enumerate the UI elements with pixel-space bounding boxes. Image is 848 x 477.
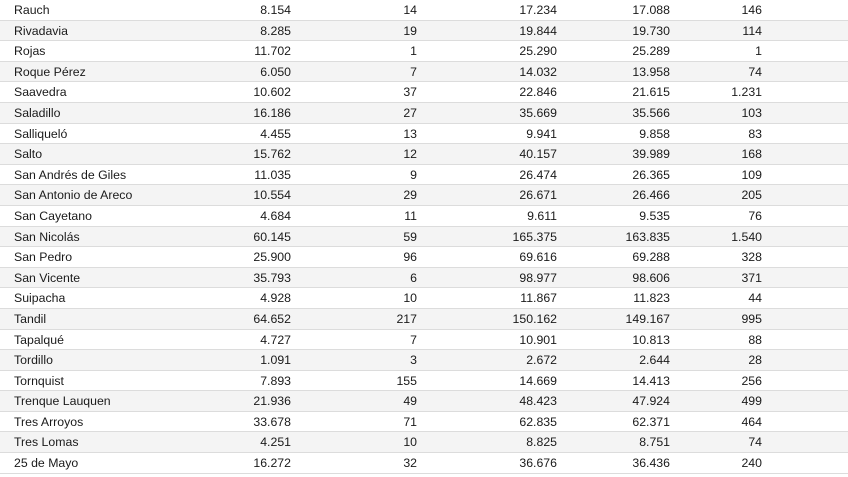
table-row — [0, 268, 848, 289]
value-cell: 22.846 — [519, 85, 557, 100]
value-cell: 10.901 — [519, 332, 557, 347]
municipality-name-cell: Tres Arroyos — [14, 414, 84, 429]
value-cell: 11.823 — [633, 291, 670, 306]
municipality-name-cell: San Vicente — [14, 270, 81, 285]
value-cell: 499 — [741, 394, 762, 409]
value-cell: 37 — [403, 85, 417, 100]
value-cell: 88 — [748, 332, 762, 347]
table-row — [0, 82, 848, 103]
table-row — [0, 0, 848, 21]
value-cell: 8.285 — [260, 23, 291, 38]
value-cell: 4.727 — [260, 332, 291, 347]
table-row — [0, 350, 848, 371]
value-cell: 7.893 — [260, 373, 291, 388]
table-row — [0, 391, 848, 412]
table-row — [0, 309, 848, 330]
value-cell: 33.678 — [253, 414, 291, 429]
value-cell: 13.958 — [632, 64, 670, 79]
table-row — [0, 288, 848, 309]
municipality-name-cell: Rivadavia — [14, 23, 68, 38]
municipality-name-cell: San Antonio de Areco — [14, 188, 133, 203]
value-cell: 205 — [741, 188, 762, 203]
municipality-name-cell: Salto — [14, 147, 43, 162]
value-cell: 165.375 — [512, 229, 557, 244]
value-cell: 26.365 — [632, 167, 670, 182]
value-cell: 49 — [403, 394, 417, 409]
value-cell: 11.035 — [254, 167, 291, 182]
municipality-name-cell: Tordillo — [14, 353, 53, 368]
value-cell: 149.167 — [625, 311, 670, 326]
value-cell: 12 — [403, 147, 417, 162]
value-cell: 9.858 — [639, 126, 670, 141]
value-cell: 59 — [403, 229, 417, 244]
municipality-name-cell: Saavedra — [14, 85, 67, 100]
value-cell: 32 — [403, 456, 417, 471]
value-cell: 21.936 — [253, 394, 291, 409]
value-cell: 10.813 — [632, 332, 670, 347]
table-row — [0, 206, 848, 227]
value-cell: 19 — [403, 23, 417, 38]
value-cell: 155 — [396, 373, 417, 388]
value-cell: 1.091 — [260, 353, 291, 368]
value-cell: 109 — [741, 167, 762, 182]
municipality-name-cell: 25 de Mayo — [14, 456, 79, 471]
value-cell: 3 — [410, 353, 417, 368]
value-cell: 17.234 — [519, 3, 557, 17]
value-cell: 62.371 — [632, 414, 670, 429]
value-cell: 4.928 — [260, 291, 291, 306]
value-cell: 103 — [741, 105, 762, 120]
value-cell: 168 — [741, 147, 762, 162]
municipality-name-cell: San Cayetano — [14, 208, 92, 223]
table-row — [0, 185, 848, 206]
value-cell: 69.288 — [632, 250, 670, 265]
value-cell: 9.941 — [526, 126, 557, 141]
value-cell: 4.251 — [260, 435, 291, 450]
table-row — [0, 124, 848, 145]
value-cell: 26.466 — [632, 188, 670, 203]
value-cell: 14 — [403, 3, 417, 17]
value-cell: 16.272 — [253, 456, 291, 471]
value-cell: 217 — [396, 311, 417, 326]
value-cell: 44 — [748, 291, 762, 306]
value-cell: 7 — [410, 332, 417, 347]
value-cell: 35.566 — [632, 105, 670, 120]
value-cell: 10 — [403, 435, 417, 450]
value-cell: 150.162 — [512, 311, 557, 326]
municipality-name-cell: Suipacha — [14, 291, 66, 306]
municipality-name-cell: San Pedro — [14, 250, 73, 265]
municipality-name-cell: Rauch — [14, 3, 50, 17]
value-cell: 464 — [741, 414, 762, 429]
value-cell: 29 — [403, 188, 417, 203]
municipality-name-cell: Rojas — [14, 44, 46, 59]
value-cell: 69.616 — [519, 250, 557, 265]
value-cell: 64.652 — [253, 311, 291, 326]
municipality-name-cell: Roque Pérez — [14, 64, 86, 79]
table-row — [0, 247, 848, 268]
table-row — [0, 453, 848, 474]
value-cell: 6 — [410, 270, 417, 285]
value-cell: 98.606 — [632, 270, 670, 285]
value-cell: 25.290 — [519, 44, 557, 59]
table-row — [0, 330, 848, 351]
table-row — [0, 103, 848, 124]
value-cell: 19.844 — [519, 23, 557, 38]
value-cell: 98.977 — [519, 270, 557, 285]
table-row — [0, 371, 848, 392]
value-cell: 371 — [741, 270, 762, 285]
value-cell: 27 — [403, 105, 417, 120]
value-cell: 10 — [403, 291, 417, 306]
value-cell: 96 — [403, 250, 417, 265]
value-cell: 17.088 — [632, 3, 670, 17]
table-row — [0, 144, 848, 165]
value-cell: 35.793 — [253, 270, 291, 285]
value-cell: 83 — [748, 126, 762, 141]
value-cell: 39.989 — [632, 147, 670, 162]
value-cell: 11.867 — [520, 291, 557, 306]
table-row — [0, 41, 848, 62]
value-cell: 15.762 — [253, 147, 291, 162]
value-cell: 995 — [741, 311, 762, 326]
value-cell: 74 — [748, 435, 762, 450]
value-cell: 1.231 — [731, 85, 762, 100]
value-cell: 9.611 — [527, 208, 557, 223]
municipality-name-cell: Trenque Lauquen — [14, 394, 111, 409]
value-cell: 10.554 — [253, 188, 291, 203]
value-cell: 48.423 — [519, 394, 557, 409]
value-cell: 47.924 — [632, 394, 670, 409]
value-cell: 9.535 — [639, 208, 670, 223]
value-cell: 1 — [755, 44, 762, 59]
value-cell: 36.436 — [632, 456, 670, 471]
municipality-name-cell: San Andrés de Giles — [14, 167, 127, 182]
value-cell: 9 — [410, 167, 417, 182]
value-cell: 35.669 — [519, 105, 557, 120]
table-row — [0, 62, 848, 83]
value-cell: 328 — [741, 250, 762, 265]
value-cell: 256 — [741, 373, 762, 388]
value-cell: 4.684 — [260, 208, 291, 223]
value-cell: 60.145 — [253, 229, 291, 244]
value-cell: 8.154 — [260, 3, 291, 17]
table-row — [0, 21, 848, 42]
value-cell: 26.474 — [519, 167, 557, 182]
value-cell: 240 — [741, 456, 762, 471]
municipality-name-cell: Saladillo — [14, 105, 61, 120]
value-cell: 25.289 — [632, 44, 670, 59]
value-cell: 2.644 — [639, 353, 670, 368]
value-cell: 1.540 — [731, 229, 762, 244]
value-cell: 21.615 — [632, 85, 670, 100]
value-cell: 6.050 — [260, 64, 291, 79]
value-cell: 7 — [410, 64, 417, 79]
municipality-name-cell: Tapalqué — [14, 332, 64, 347]
value-cell: 28 — [748, 353, 762, 368]
value-cell: 76 — [748, 208, 762, 223]
value-cell: 10.602 — [253, 85, 291, 100]
value-cell: 25.900 — [253, 250, 291, 265]
value-cell: 62.835 — [519, 414, 557, 429]
value-cell: 11.702 — [254, 44, 291, 59]
value-cell: 71 — [403, 414, 417, 429]
value-cell: 26.671 — [519, 188, 557, 203]
value-cell: 2.672 — [526, 353, 557, 368]
value-cell: 14.413 — [632, 373, 670, 388]
municipality-name-cell: San Nicolás — [14, 229, 80, 244]
value-cell: 36.676 — [519, 456, 557, 471]
value-cell: 13 — [403, 126, 417, 141]
value-cell: 8.751 — [639, 435, 670, 450]
value-cell: 16.186 — [253, 105, 291, 120]
value-cell: 14.032 — [519, 64, 557, 79]
municipality-name-cell: Salliqueló — [14, 126, 68, 141]
value-cell: 8.825 — [526, 435, 557, 450]
value-cell: 114 — [742, 23, 762, 38]
value-cell: 19.730 — [632, 23, 670, 38]
municipality-name-cell: Tornquist — [14, 373, 64, 388]
value-cell: 14.669 — [519, 373, 557, 388]
table-row — [0, 432, 848, 453]
value-cell: 163.835 — [625, 229, 670, 244]
value-cell: 1 — [410, 44, 417, 59]
value-cell: 11 — [404, 208, 417, 223]
value-cell: 74 — [748, 64, 762, 79]
table-row — [0, 412, 848, 433]
value-cell: 146 — [741, 3, 762, 17]
municipality-name-cell: Tandil — [14, 311, 47, 326]
municipality-name-cell: Tres Lomas — [14, 435, 79, 450]
value-cell: 40.157 — [519, 147, 557, 162]
table-row — [0, 165, 848, 186]
table-row — [0, 227, 848, 248]
value-cell: 4.455 — [260, 126, 291, 141]
